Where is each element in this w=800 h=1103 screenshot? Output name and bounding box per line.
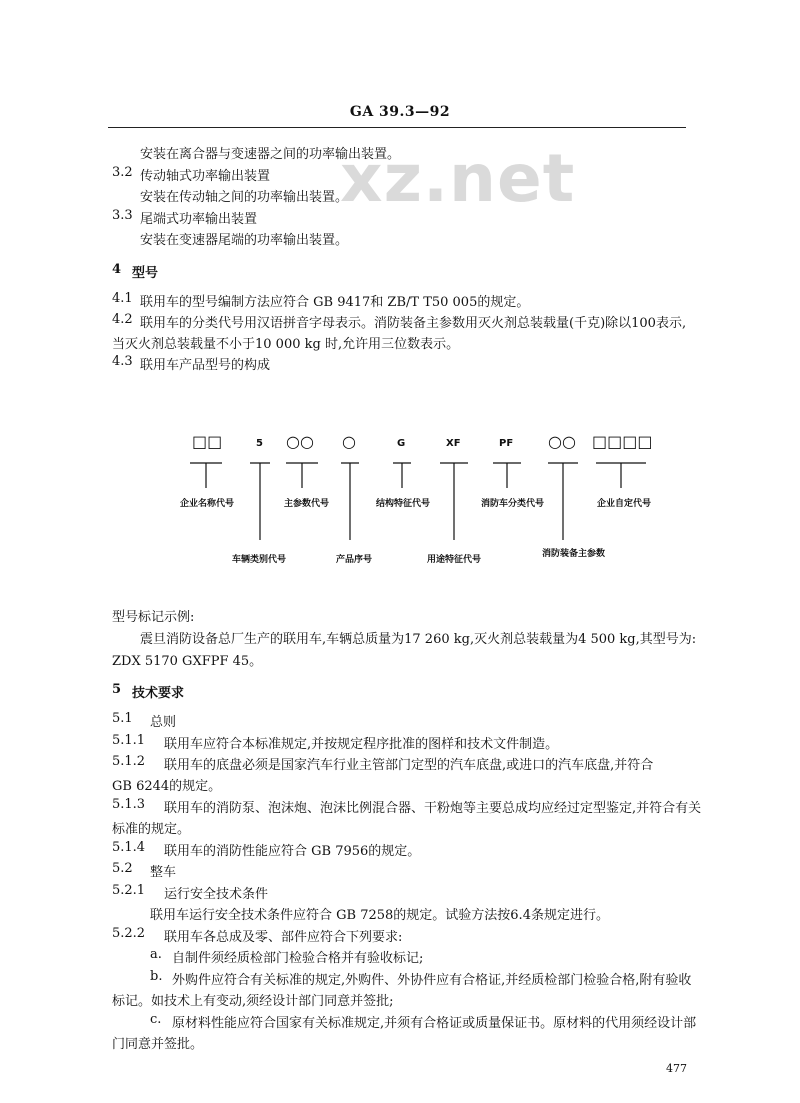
clause-title: 传动轴式功率输出装置 [140,169,271,184]
text-line: 安装在传动轴之间的功率输出装置。 [140,190,349,205]
slot-enterprise-code: □□ [192,432,223,451]
label-fire-param: 消防装备主参数 [542,549,606,559]
clause-number: 4.2 [112,312,133,327]
text-line: ZDX 5170 GXFPF 45。 [112,654,263,669]
slot-fire-category: PF [499,438,514,449]
clause-number: 5.2 [112,861,133,876]
clause-title: 整车 [150,865,177,880]
clause-number: 3.2 [112,165,133,180]
clause-number: 5.1.3 [112,797,146,812]
text-line: 安装在离合器与变速器之间的功率输出装置。 [140,147,401,162]
text-line: GB 6244的规定。 [112,779,222,794]
clause-text: 联用车的型号编制方法应符合 GB 9417和 ZB/T T50 005的规定。 [140,295,530,310]
text-line: 门同意并签批。 [112,1037,204,1052]
label-structure: 结构特征代号 [376,499,431,509]
text-line: 标记。如技术上有变动,须经设计部门同意并签批; [112,994,394,1009]
text-line: 震旦消防设备总厂生产的联用车,车辆总质量为17 260 kg,灭火剂总装载量为4 500 kg,其型号为: [140,632,697,647]
clause-text: 联用车应符合本标准规定,并按规定程序批准的图样和技术文件制造。 [164,737,559,752]
text-line: 安装在变速器尾端的功率输出装置。 [140,233,349,248]
standard-header: GA 39.3—92 [349,104,451,120]
example-heading: 型号标记示例: [112,610,195,625]
section-title: 技术要求 [132,686,185,701]
section-number: 4 [112,262,122,277]
clause-number: 5.1.4 [112,840,146,855]
label-usage: 用途特征代号 [427,555,482,565]
clause-number: 5.1.1 [112,733,146,748]
slot-vehicle-class: 5 [256,438,263,449]
text-line: 标准的规定。 [112,822,191,837]
clause-number: 5.1.2 [112,754,146,769]
slot-usage: XF [446,438,461,449]
clause-text: 联用车各总成及零、部件应符合下列要求: [164,930,403,945]
label-fire-category: 消防车分类代号 [481,499,545,509]
label-product-seq: 产品序号 [336,555,373,565]
label-custom-code: 企业自定代号 [597,499,652,509]
list-marker: c. [150,1012,162,1027]
clause-number: 5.2.2 [112,926,146,941]
slot-product-seq: ○ [342,432,356,451]
clause-number: 4.3 [112,354,133,369]
slot-custom-code: □□□□ [592,432,653,451]
label-enterprise-code: 企业名称代号 [180,499,235,509]
list-marker: b. [150,969,163,984]
label-main-param: 主参数代号 [284,499,330,509]
section-number: 5 [112,682,122,697]
clause-title: 运行安全技术条件 [164,887,269,902]
clause-title: 联用车产品型号的构成 [140,358,271,373]
clause-number: 5.2.1 [112,883,146,898]
slot-structure: G [397,438,406,449]
slot-fire-param: ○○ [548,432,576,451]
clause-text: 联用车的底盘必须是国家汽车行业主管部门定型的汽车底盘,或进口的汽车底盘,并符合 [164,758,654,773]
clause-text: 联用车的分类代号用汉语拼音字母表示。消防装备主参数用灭火剂总装载量(千克)除以100表示, [140,316,687,331]
page-number: 477 [666,1062,687,1075]
clause-number: 4.1 [112,291,133,306]
clause-text: 联用车的消防性能应符合 GB 7956的规定。 [164,844,421,859]
text-line: 当灭火剂总装载量不小于10 000 kg 时,允许用三位数表示。 [112,337,460,352]
list-text: 自制件须经质检部门检验合格并有验收标记; [172,951,424,966]
clause-title: 尾端式功率输出装置 [140,212,258,227]
watermark: xz.net [340,140,576,217]
clause-number: 3.3 [112,208,133,223]
section-title: 型号 [132,266,159,281]
clause-title: 总则 [150,715,177,730]
text-line: 联用车运行安全技术条件应符合 GB 7258的规定。试验方法按6.4条规定进行。 [150,908,609,923]
label-vehicle-class: 车辆类别代号 [232,555,287,565]
slot-main-param: ○○ [286,432,314,451]
list-text: 原材料性能应符合国家有关标准规定,并须有合格证或质量保证书。原材料的代用须经设计部 [172,1016,697,1031]
clause-number: 5.1 [112,711,133,726]
list-marker: a. [150,947,162,962]
list-text: 外购件应符合有关标准的规定,外购件、外协件应有合格证,并经质检部门检验合格,附有验收 [172,973,692,988]
clause-text: 联用车的消防泵、泡沫炮、泡沫比例混合器、干粉炮等主要总成均应经过定型鉴定,并符合有关 [164,801,702,816]
